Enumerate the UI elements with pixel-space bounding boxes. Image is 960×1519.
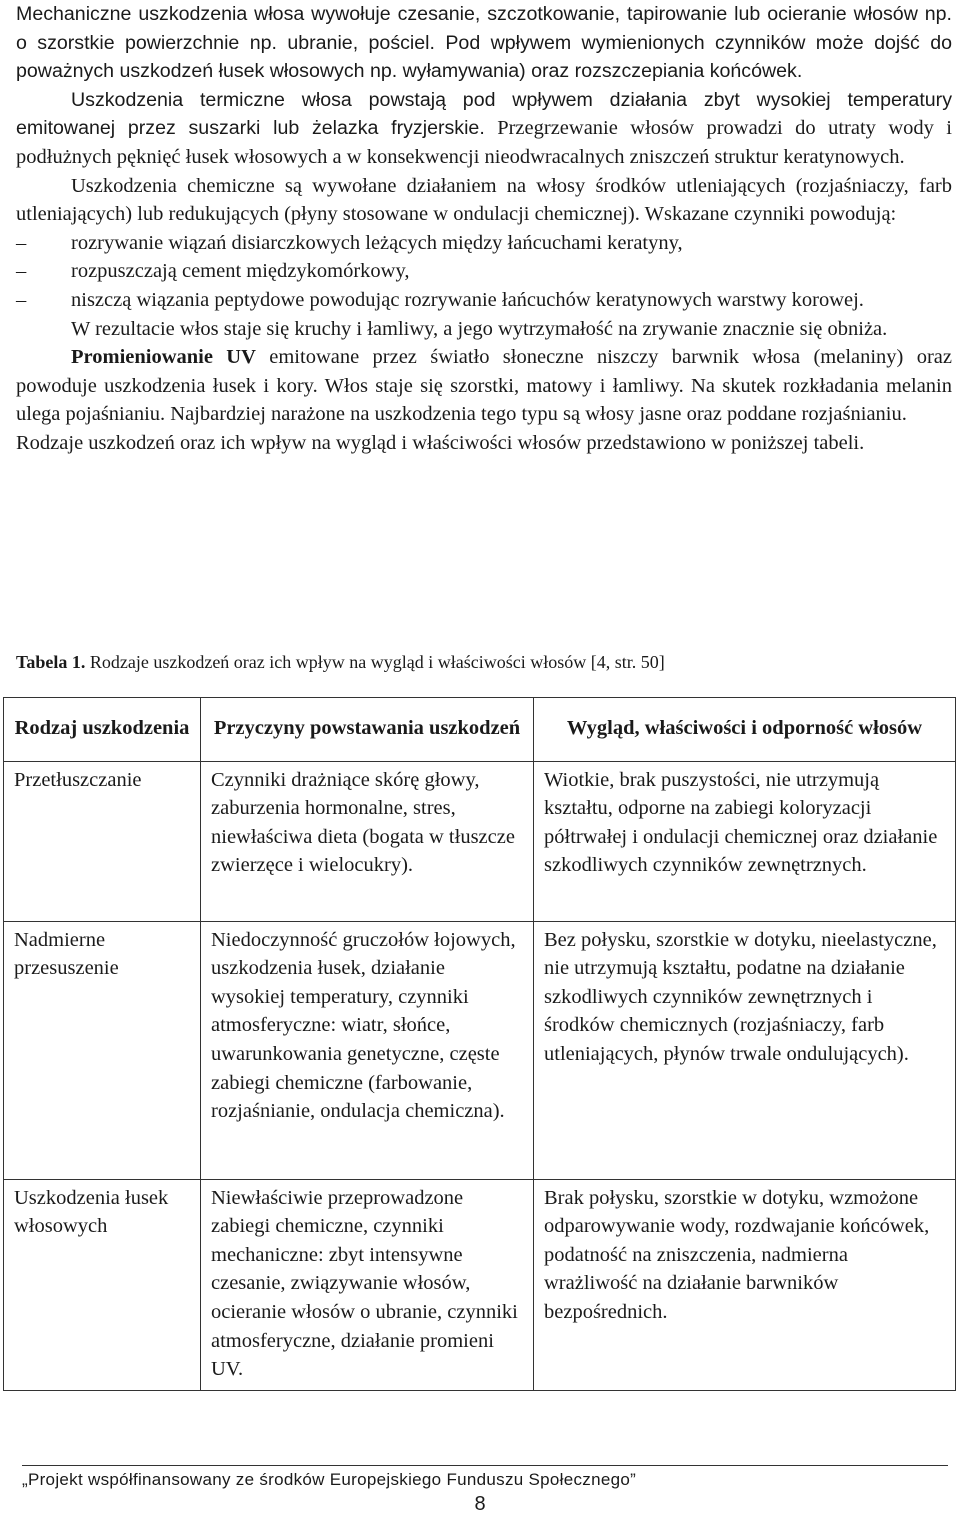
cell-causes: Niedoczynność gruczołów łojowych, uszkodzenia łusek, działanie wysokiej temperatury, czynniki atmosferyczne: wiatr, słońce, uwarunkowania genetyczne, częste zabiegi chemiczne (farbowanie, rozjaśnianie, ondulacja chemiczna). — [201, 921, 534, 1179]
list-item — [16, 229, 952, 258]
uv-text: emitowane przez światło słoneczne niszczy barwnik włosa (melaniny) oraz powoduje uszkodzenia łusek i kory. Włos staje się szorstki, matowy i łamliwy. Na skutek rozkładania melanin ulega pojaśnianiu. Najbardziej narażone na uszkodzenia tego typu są włosy jasne oraz poddane rozjaśnianiu. — [16, 346, 952, 426]
uv-heading: Promieniowanie UV — [71, 346, 256, 369]
header-causes: Przyczyny powstawania uszkodzeń — [201, 698, 534, 762]
paragraph-table-intro: Rodzaje uszkodzeń oraz ich wpływ na wygląd i właściwości włosów przedstawiono w poniższej tabeli. — [16, 431, 865, 454]
cell-appearance: Bez połysku, szorstkie w dotyku, nieelastyczne, nie utrzymują kształtu, podatne na działanie szkodliwych czynników zewnętrznych i środków chemicznych (rozjaśniaczy, farb utleniających, płynów trwale ondulujących). — [534, 921, 956, 1179]
footer-divider — [22, 1465, 948, 1466]
damage-table — [3, 697, 956, 1391]
chemical-damage-sentence: Uszkodzenia chemiczne są wywołane działaniem na włosy środków utleniających (rozjaśniaczy, farb utleniających) lub redukujących (płyny stosowane w ondulacji chemicznej). — [16, 174, 952, 226]
dash-bullet: – — [16, 288, 27, 311]
paragraph-result: W rezultacie włos staje się kruchy i łamliwy, a jego wytrzymałość na zrywanie znacznie się obniża. — [71, 317, 888, 340]
cell-causes: Niewłaściwie przeprowadzone zabiegi chemiczne, czynniki mechaniczne: zbyt intensywne czesanie, związywanie włosów, ocieranie włosów o ubranie, czynniki atmosferyczne, działanie promieni UV. — [201, 1179, 534, 1390]
list-item — [16, 257, 952, 286]
cell-causes: Czynniki drażniące skórę głowy, zaburzenia hormonalne, stres, niewłaściwa dieta (bogata w tłuszcze zwierzęce i wielocukry). — [201, 761, 534, 921]
cell-damage-type: Uszkodzenia łusek włosowych — [4, 1179, 201, 1390]
page-number: 8 — [474, 1493, 486, 1515]
chemical-effects-list — [16, 229, 952, 315]
list-item — [16, 286, 952, 315]
list-item-text: rozrywanie wiązań disiarczkowych leżących między łańcuchami keratyny, — [71, 231, 683, 254]
document-body — [16, 0, 952, 458]
header-appearance: Wygląd, właściwości i odporność włosów — [534, 698, 956, 762]
table-row — [4, 921, 956, 1179]
cell-damage-type: Przetłuszczanie — [4, 761, 201, 921]
factors-intro: Wskazane czynniki powodują: — [639, 203, 897, 226]
table-caption — [16, 650, 665, 674]
list-item-text: rozpuszczają cement międzykomórkowy, — [71, 260, 410, 283]
dash-bullet: – — [16, 231, 27, 254]
cell-appearance: Wiotkie, brak puszystości, nie utrzymują kształtu, odporne na zabiegi koloryzacji półtrwałej i ondulacji chemicznej oraz działanie szkodliwych czynników zewnętrznych. — [534, 761, 956, 921]
list-item-text: niszczą wiązania peptydowe powodując rozrywanie łańcuchów keratynowych warstwy korowej. — [71, 288, 864, 311]
table-header-row — [4, 698, 956, 762]
table-row — [4, 761, 956, 921]
caption-text: Rodzaje uszkodzeń oraz ich wpływ na wygląd i właściwości włosów [4, str. 50] — [85, 652, 665, 672]
overheating-sentence: Przegrzewanie włosów prowadzi do utraty wody i podłużnych pęknięć łusek włosowych a w konsekwencji nieodwracalnych zniszczeń struktur keratynowych. — [16, 117, 952, 168]
table-row — [4, 1179, 956, 1390]
header-damage-type: Rodzaj uszkodzenia — [4, 698, 201, 762]
thermal-damage-sentence: Uszkodzenia termiczne włosa powstają pod wpływem działania zbyt wysokiej temperatury emitowanej przez suszarki lub żelazka fryzjerskie. — [16, 88, 952, 140]
caption-label: Tabela 1. — [16, 652, 86, 672]
paragraph-chemical-damage — [16, 172, 952, 229]
paragraph-thermal-damage — [16, 86, 952, 172]
paragraph-mechanical-damage: Mechaniczne uszkodzenia włosa wywołuje czesanie, szczotkowanie, tapirowanie lub ocieranie włosów np. o szorstkie powierzchnie np. ubranie, pościel. Pod wpływem wymienionych czynników może dojść do poważnych uszkodzeń łusek włosowych np. wyłamywania) oraz rozszczepiania końcówek. — [16, 3, 952, 83]
cell-damage-type: Nadmierne przesuszenie — [4, 921, 201, 1179]
dash-bullet: – — [16, 260, 27, 283]
paragraph-uv — [16, 343, 952, 429]
cell-appearance: Brak połysku, szorstkie w dotyku, wzmożone odparowywanie wody, rozdwajanie końcówek, podatność na zniszczenia, nadmierna wrażliwość na działanie barwników bezpośrednich. — [534, 1179, 956, 1390]
footer-project-note: „Projekt współfinansowany ze środków Europejskiego Funduszu Społecznego” — [22, 1470, 637, 1489]
